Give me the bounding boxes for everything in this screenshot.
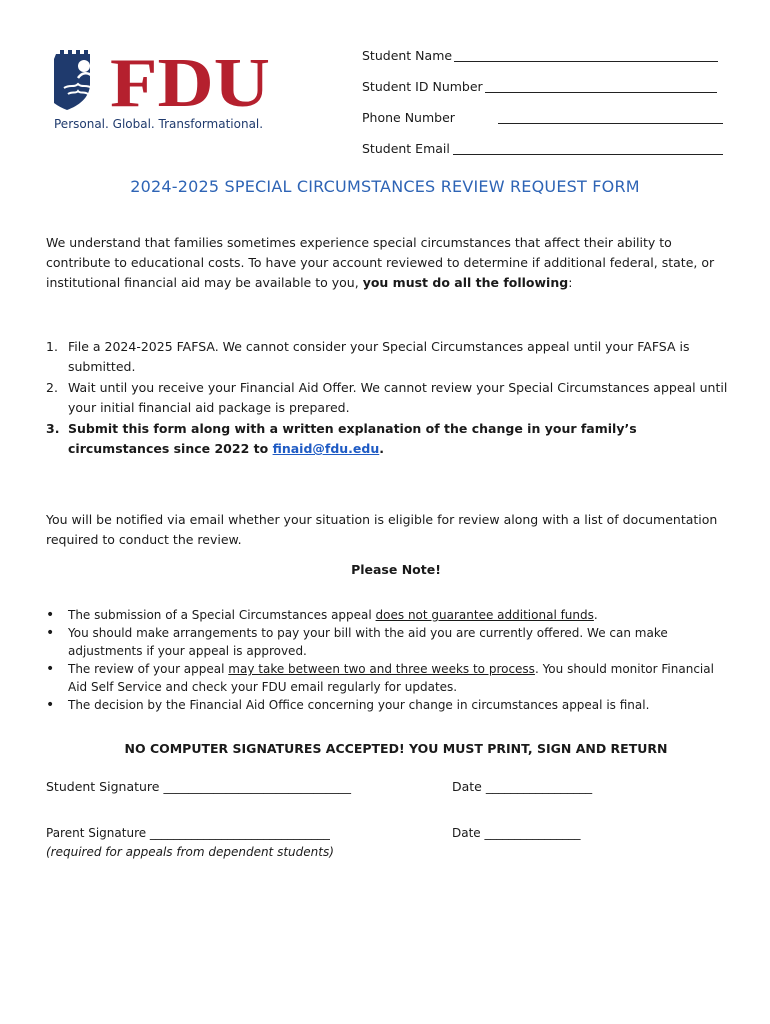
bullet-icon: • xyxy=(46,607,55,623)
student-date-line[interactable]: Date _________________ xyxy=(452,779,593,794)
steps-list xyxy=(46,337,736,460)
student-signature-line[interactable]: Student Signature ______________________________ xyxy=(46,779,351,794)
student-id-line[interactable] xyxy=(485,92,717,93)
note-item: • You should make arrangements to pay your bill with the aid you are currently offered. We can make adjustments if your appeal is approved. xyxy=(46,625,668,658)
finaid-email-link[interactable]: finaid@fdu.edu xyxy=(272,441,380,456)
student-name-label: Student Name xyxy=(362,48,453,63)
logo-tagline: Personal. Global. Transformational. xyxy=(54,117,264,131)
student-id-label: Student ID Number xyxy=(362,79,483,94)
step-end: . xyxy=(379,441,385,456)
bullet-icon: • xyxy=(46,661,55,677)
bullet-icon: • xyxy=(46,625,55,641)
shield-icon xyxy=(54,50,92,110)
bullet-icon: • xyxy=(46,697,55,713)
student-name-line[interactable] xyxy=(454,61,718,62)
notify-paragraph: You will be notified via email whether your situation is eligible for review along with a list of documentation required to conduct the review. xyxy=(46,512,718,547)
note-item: • The submission of a Special Circumstances appeal does not guarantee additional funds. xyxy=(46,607,598,623)
logo-wordmark: FDU xyxy=(110,48,270,112)
phone-line[interactable] xyxy=(498,123,723,124)
note-item: • The decision by the Financial Aid Office concerning your change in circumstances appeal is final. xyxy=(46,697,650,713)
parent-signature-note: (required for appeals from dependent students) xyxy=(46,845,334,859)
email-label: Student Email xyxy=(362,141,450,156)
parent-signature-line[interactable]: Parent Signature ______________________________ xyxy=(46,826,330,840)
phone-label: Phone Number xyxy=(362,110,455,125)
no-computer-signatures-notice: NO COMPUTER SIGNATURES ACCEPTED! YOU MUST PRINT, SIGN AND RETURN xyxy=(124,741,668,756)
step-text: Submit this form along with a written explanation of the change in your family’s circumstances since 2022 to xyxy=(68,421,637,456)
step-text: File a 2024-2025 FAFSA. We cannot consider your Special Circumstances appeal until your FAFSA is submitted. xyxy=(68,339,690,374)
intro-text: We understand that families sometimes experience special circumstances that affect their ability to contribute to educational costs. To have your account reviewed to determine if additional federal, state, or institutional financial aid may be available to you, xyxy=(46,235,715,290)
step-number: 2. xyxy=(46,380,58,395)
email-line[interactable] xyxy=(453,154,723,155)
step-item xyxy=(46,419,736,459)
fdu-logo xyxy=(54,48,270,112)
intro-end: : xyxy=(568,275,573,290)
parent-date-line[interactable]: Date ________________ xyxy=(452,826,581,840)
intro-paragraph xyxy=(46,233,736,293)
step-number: 1. xyxy=(46,339,58,354)
intro-bold: you must do all the following xyxy=(362,275,569,290)
please-note-heading: Please Note! xyxy=(351,562,441,577)
form-title: 2024-2025 SPECIAL CIRCUMSTANCES REVIEW REQUEST FORM xyxy=(130,177,640,196)
step-item xyxy=(46,378,736,418)
notes-list xyxy=(46,606,736,714)
note-item: • The review of your appeal may take between two and three weeks to process. You should monitor Financial Aid Self Service and check your FDU email regularly for updates. xyxy=(46,661,714,694)
step-text: Wait until you receive your Financial Aid Offer. We cannot review your Special Circumstances appeal until your initial financial aid package is prepared. xyxy=(68,380,728,415)
step-item xyxy=(46,337,736,377)
step-number: 3. xyxy=(46,421,60,436)
